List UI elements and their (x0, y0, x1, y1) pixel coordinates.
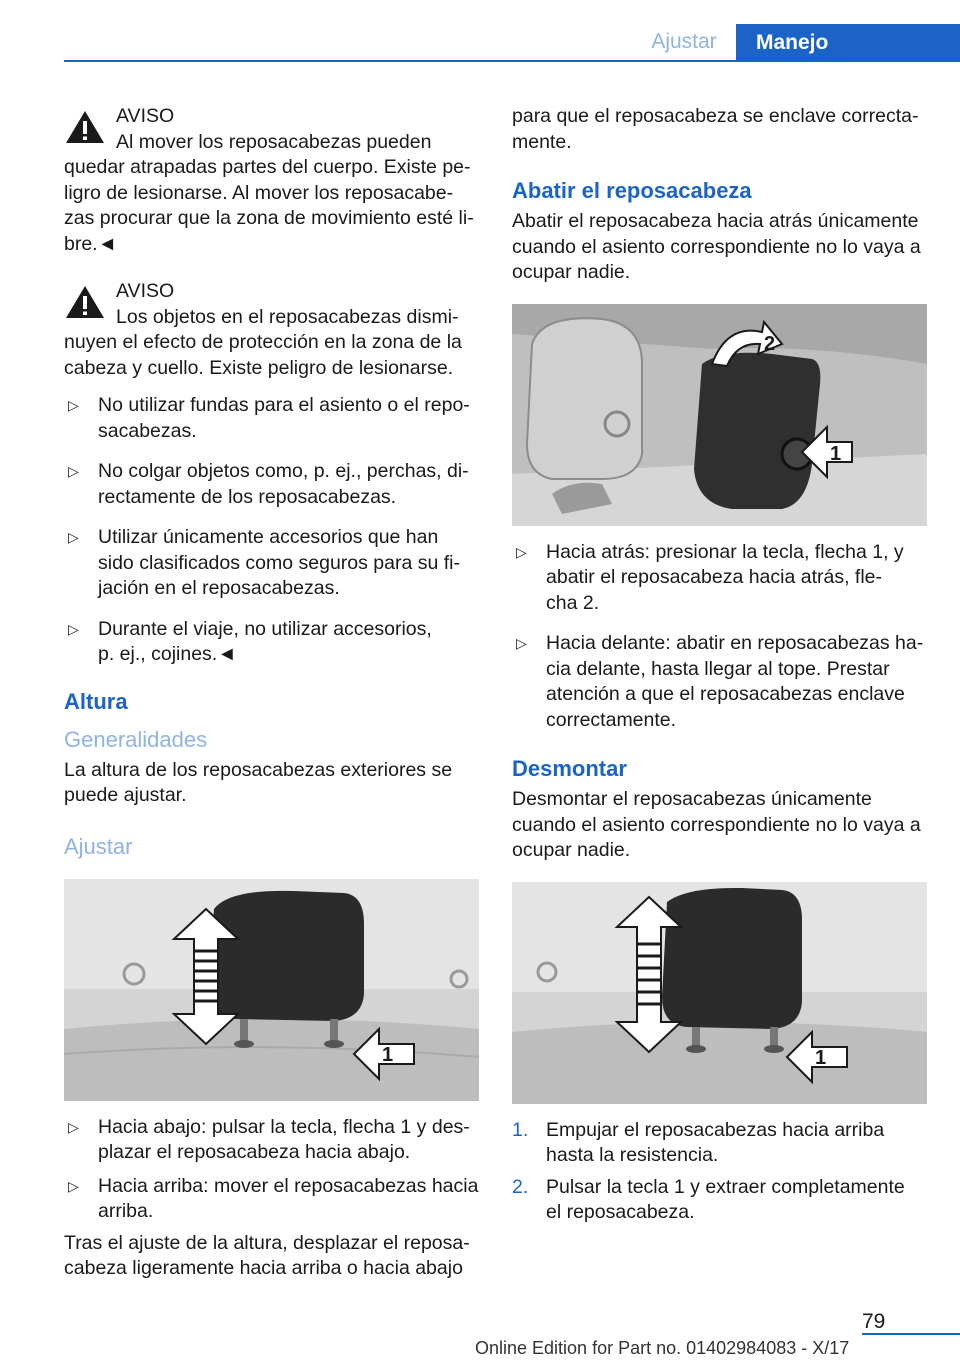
bullet-triangle-icon: ▷ (68, 529, 79, 545)
paragraph: para que el reposacabeza se enclave correcta- mente. (512, 105, 919, 153)
warning-text-line: ligro de lesionarse. Al mover los reposacabe- (64, 181, 454, 204)
subheading-ajustar: Ajustar (64, 833, 133, 859)
bullet-triangle-icon: ▷ (68, 1177, 79, 1194)
paragraph: La altura de los reposacabezas exteriores se puede ajustar. (64, 758, 453, 806)
header-rule (64, 60, 960, 62)
list-item (64, 525, 480, 602)
figure-label: 2 (764, 332, 776, 355)
bullet-triangle-icon: ▷ (516, 543, 527, 560)
warning-bullet-list (64, 393, 480, 668)
bullet-triangle-icon: ▷ (68, 463, 79, 479)
list-item-text: Pulsar la tecla 1 y extraer completamente el reposacabeza. (546, 1175, 905, 1223)
bullet-triangle-icon: ▷ (516, 635, 527, 651)
warning-triangle-icon (64, 108, 106, 146)
list-item-text: No utilizar fundas para el asiento o el repo- sacabezas. (98, 394, 470, 442)
paragraph: Tras el ajuste de la altura, desplazar el reposa- cabeza ligeramente hacia arriba o hacia abajo (64, 1231, 470, 1279)
paragraph: Abatir el reposacabeza hacia atrás únicamente cuando el asiento correspondiente no lo vaya a ocupar nadie. (512, 210, 921, 283)
figure-headrest-remove (512, 882, 927, 1104)
edition-text: Online Edition for Part no. 01402984083 - X/17 (475, 1338, 850, 1358)
left-column (64, 104, 480, 1282)
bullet-triangle-icon: ▷ (68, 1118, 79, 1135)
warning-block-1 (64, 104, 480, 257)
warning-text-line: nuyen el efecto de protección en la zona de la (64, 331, 462, 353)
warning-text-line: Los objetos en el reposacabezas dismi- (116, 305, 459, 328)
section-heading-abatir: Abatir el reposacabeza (512, 178, 752, 203)
list-item (64, 1174, 480, 1225)
warning-title: AVISO (116, 280, 175, 302)
header-tab-ajustar[interactable]: Ajustar (651, 30, 717, 53)
figure-label: 1 (815, 1046, 827, 1069)
figure-headrest-fold (512, 304, 927, 526)
step-number: 1. (512, 1118, 529, 1141)
step-number: 2. (512, 1175, 529, 1198)
section-heading-altura: Altura (64, 688, 128, 714)
list-item-text: Hacia atrás: presionar la tecla, flecha 1, y abatir el reposacabeza hacia atrás, fle- cha 2. (546, 540, 904, 614)
list-item-text: Utilizar únicamente accesorios que han sido clasificados como seguros para su fi- jación en el reposacabezas. (98, 526, 460, 599)
ajustar-bullet-list (64, 1115, 480, 1225)
list-item (64, 617, 480, 668)
list-item-text: Hacia delante: abatir en reposacabezas ha- cia delante, hasta llegar al tope. Prestar atención a que el reposacabezas enclave correctamente. (546, 632, 924, 731)
list-item (512, 1175, 928, 1226)
right-column (512, 104, 928, 1232)
figure-headrest-height (64, 879, 479, 1101)
list-item (64, 393, 480, 444)
warning-text-line: quedar atrapadas partes del cuerpo. Existe pe- (64, 156, 471, 178)
list-item-text: No colgar objetos como, p. ej., perchas, di- rectamente de los reposacabezas. (98, 460, 469, 508)
figure-label: 1 (830, 442, 842, 465)
list-item (64, 1115, 480, 1166)
warning-text-line: zas procurar que la zona de movimiento esté li- (64, 207, 474, 229)
list-item-text: Hacia abajo: pulsar la tecla, flecha 1 y des- plazar el reposacabeza hacia abajo. (98, 1115, 470, 1163)
warning-text-line: bre.◄ (64, 232, 117, 255)
figure-label: 1 (382, 1043, 394, 1066)
list-item-text: Hacia arriba: mover el reposacabezas hacia arriba. (98, 1174, 479, 1222)
bullet-triangle-icon: ▷ (68, 620, 79, 637)
warning-title: AVISO (116, 105, 175, 127)
warning-triangle-icon (64, 283, 106, 321)
list-item (512, 1118, 928, 1169)
list-item-text: Durante el viaje, no utilizar accesorios, p. ej., cojines.◄ (98, 617, 432, 665)
bullet-triangle-icon: ▷ (68, 397, 79, 413)
subheading-generalidades: Generalidades (64, 726, 208, 752)
page-number: 79 (862, 1310, 886, 1333)
list-item (64, 459, 480, 510)
steps-list (512, 1118, 928, 1226)
warning-block-2 (64, 279, 480, 381)
warning-text-line: Al mover los reposacabezas pueden (116, 130, 432, 153)
list-item (512, 540, 928, 617)
warning-text-line: cabeza y cuello. Existe peligro de lesionarse. (64, 356, 454, 379)
list-item (512, 631, 928, 733)
section-heading-desmontar: Desmontar (512, 756, 627, 781)
list-item-text: Empujar el reposacabezas hacia arriba hasta la resistencia. (546, 1118, 885, 1166)
footer-rule (862, 1333, 960, 1335)
header-tab-manejo[interactable]: Manejo (736, 24, 960, 62)
paragraph: Desmontar el reposacabezas únicamente cuando el asiento correspondiente no lo vaya a ocupar nadie. (512, 788, 921, 861)
abatir-bullet-list (512, 540, 928, 734)
